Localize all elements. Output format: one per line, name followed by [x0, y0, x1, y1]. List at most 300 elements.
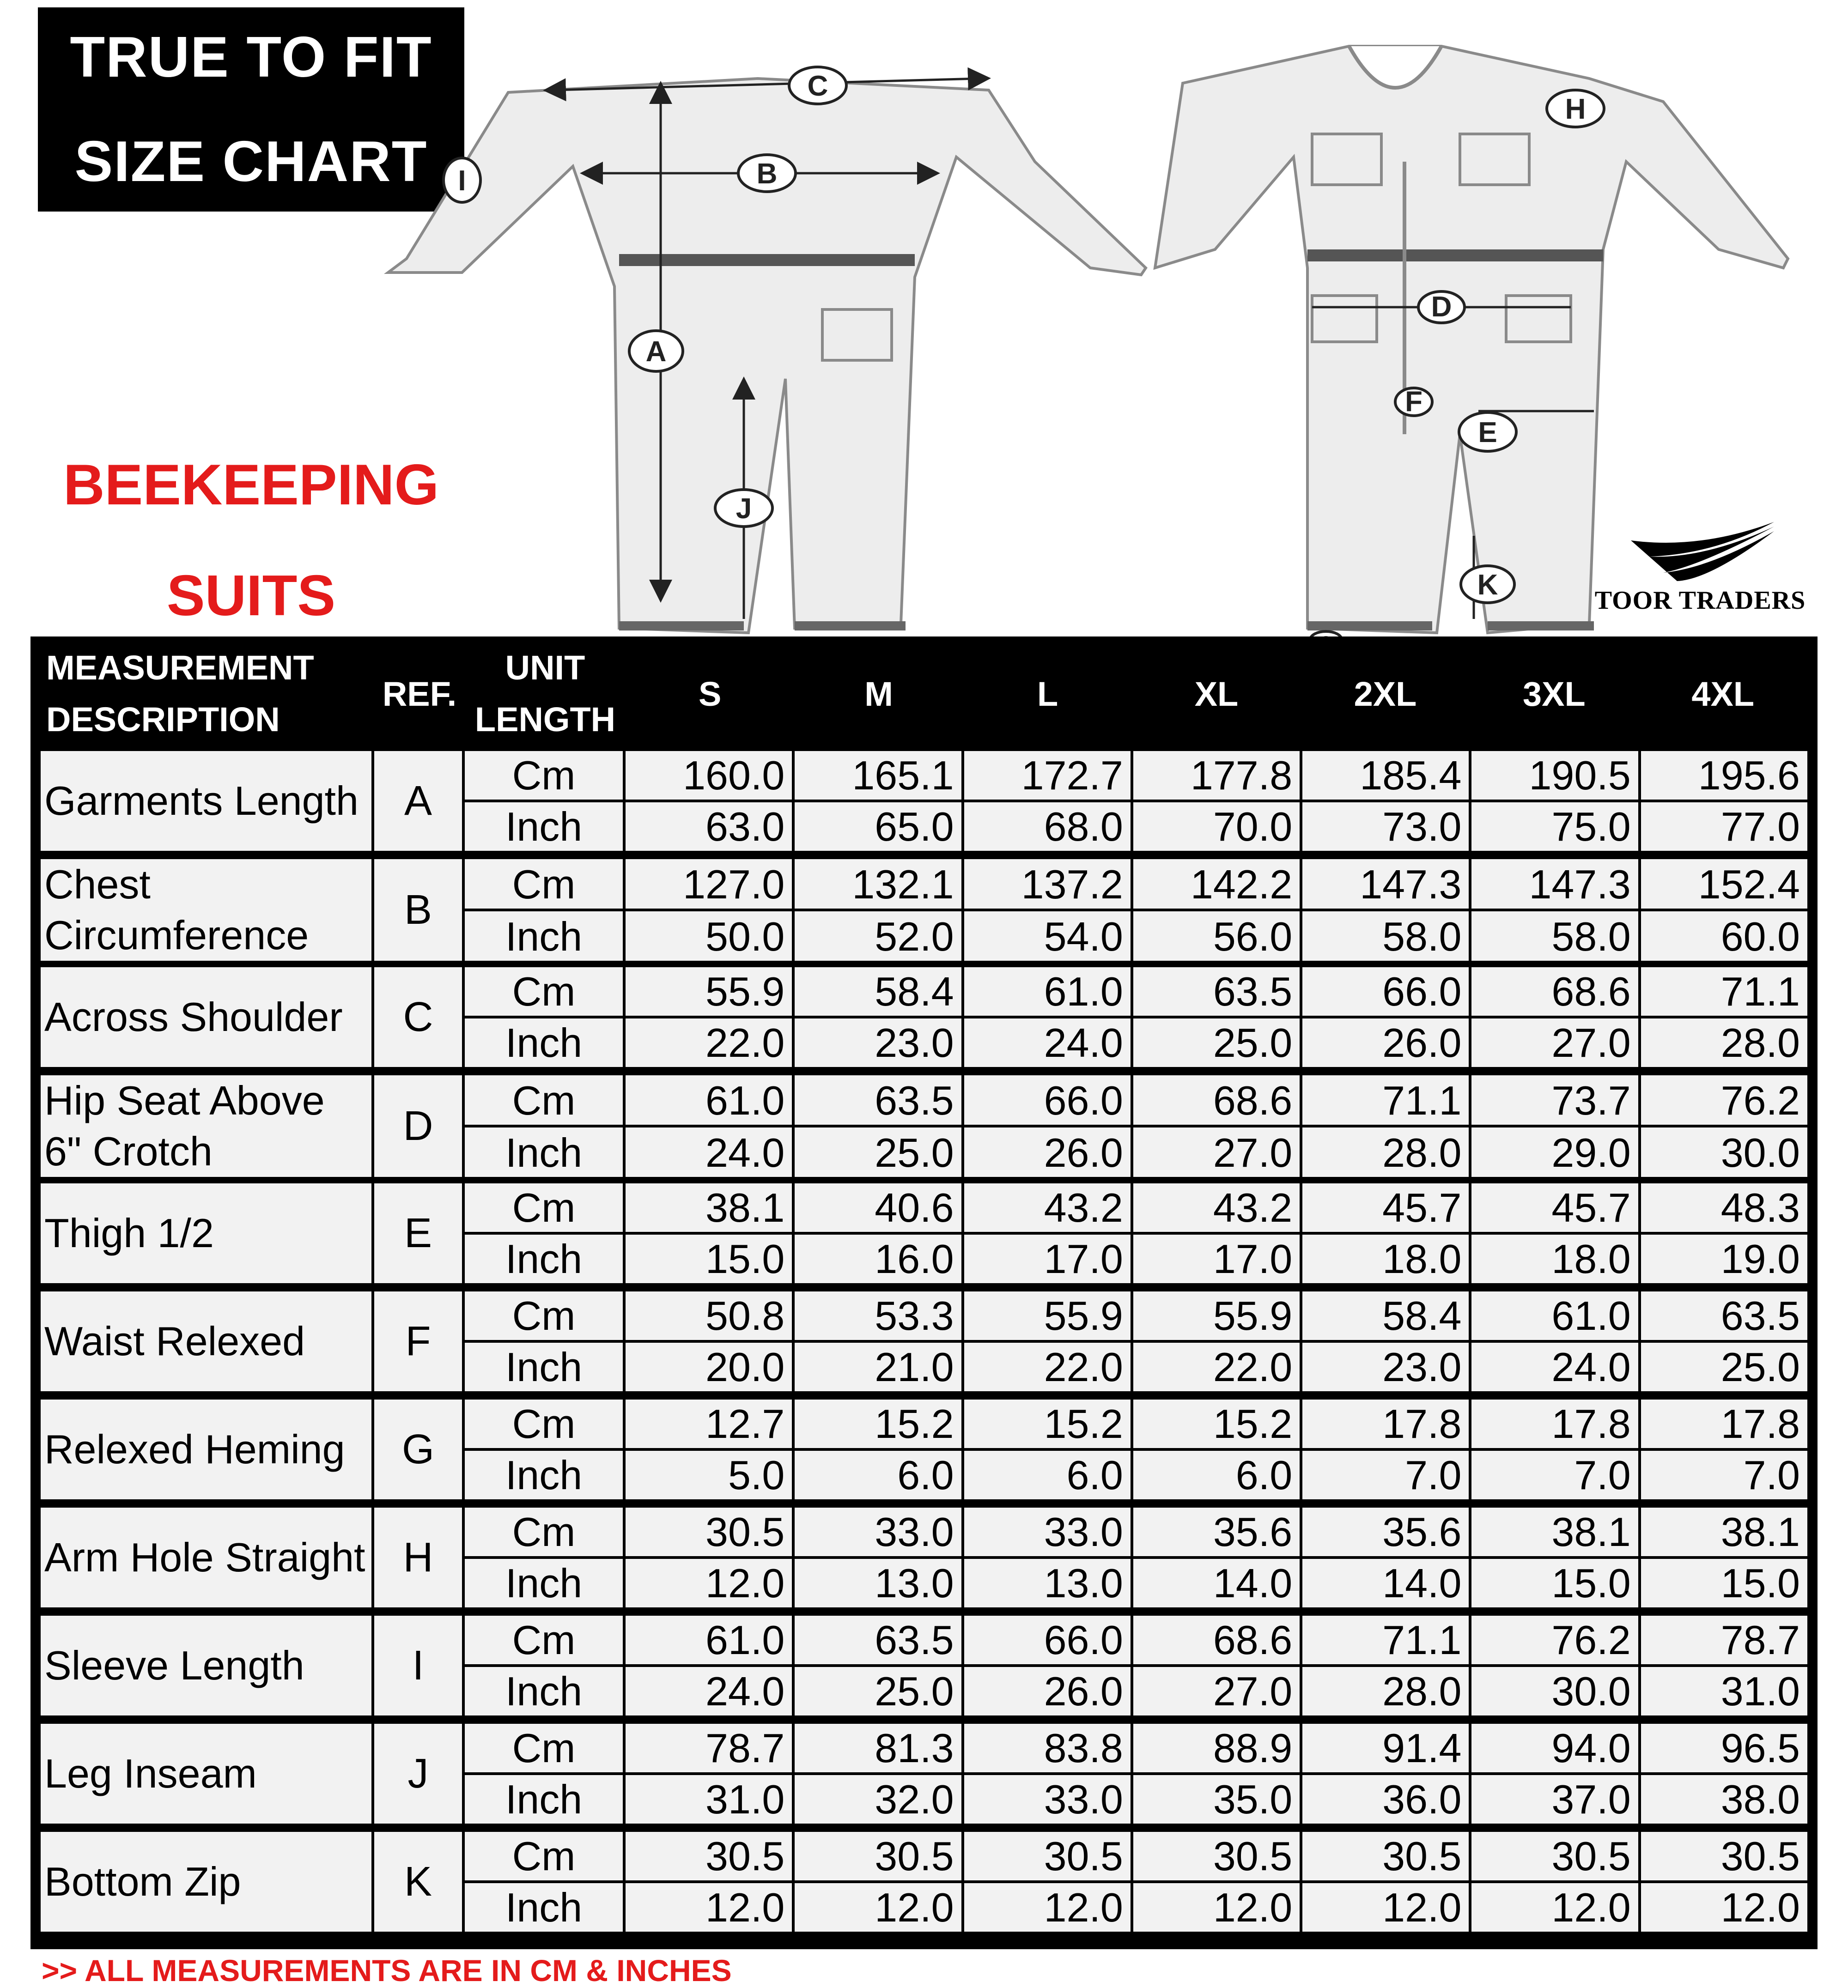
svg-text:H: H [1565, 93, 1586, 125]
value-inch: 77.0 [1641, 802, 1807, 851]
value-inch: 18.0 [1302, 1235, 1469, 1283]
value-cm: 38.1 [1641, 1508, 1807, 1556]
value-inch: 65.0 [795, 802, 961, 851]
size-value-cell [1471, 859, 1638, 961]
value-cm: 91.4 [1302, 1724, 1469, 1772]
value-cm: 78.7 [1641, 1616, 1807, 1664]
size-value-cell [1302, 1724, 1469, 1824]
size-value-cell [1133, 1616, 1300, 1715]
value-inch: 27.0 [1133, 1127, 1300, 1177]
table-row [41, 1183, 1807, 1283]
size-value-cell [626, 1832, 792, 1932]
value-cm: 127.0 [626, 859, 792, 909]
size-value-cell [795, 1508, 961, 1607]
value-cm: 83.8 [964, 1724, 1131, 1772]
value-cm: 55.9 [964, 1291, 1131, 1340]
value-cm: 160.0 [626, 751, 792, 800]
table-row [41, 1724, 1807, 1824]
size-value-cell [964, 859, 1131, 961]
header-size-l: L [1037, 674, 1058, 713]
size-value-cell [1641, 1616, 1807, 1715]
size-value-cell [626, 967, 792, 1067]
table-row [41, 1400, 1807, 1499]
size-value-cell [1302, 859, 1469, 961]
value-inch: 52.0 [795, 911, 961, 961]
header-unit: UNIT LENGTH [474, 649, 616, 739]
value-inch: 28.0 [1641, 1018, 1807, 1067]
header-size-3xl: 3XL [1522, 674, 1586, 713]
value-inch: 25.0 [795, 1667, 961, 1715]
size-value-cell [1641, 1508, 1807, 1607]
value-inch: 12.0 [795, 1883, 961, 1932]
value-cm: 15.2 [964, 1400, 1131, 1448]
unit-inch-label: Inch [465, 1883, 623, 1932]
measurement-description: Waist Relexed [41, 1291, 371, 1391]
svg-text:D: D [1431, 291, 1452, 323]
measurement-description: Garments Length [41, 751, 371, 851]
value-inch: 27.0 [1133, 1667, 1300, 1715]
measurement-ref: K [374, 1832, 462, 1932]
value-cm: 190.5 [1471, 751, 1638, 800]
size-value-cell [626, 859, 792, 961]
size-value-cell [1641, 1291, 1807, 1391]
value-inch: 26.0 [964, 1127, 1131, 1177]
size-value-cell [795, 967, 961, 1067]
value-inch: 13.0 [964, 1559, 1131, 1607]
measurement-ref: I [374, 1616, 462, 1715]
value-cm: 177.8 [1133, 751, 1300, 800]
size-value-cell [626, 1291, 792, 1391]
value-cm: 48.3 [1641, 1183, 1807, 1232]
size-value-cell [1302, 1616, 1469, 1715]
swoosh-icon [1622, 522, 1779, 582]
size-value-cell [1471, 1616, 1638, 1715]
size-value-cell [1133, 751, 1300, 851]
svg-text:K: K [1477, 569, 1498, 601]
unit-inch-label: Inch [465, 1775, 623, 1824]
size-value-cell [964, 1400, 1131, 1499]
value-cm: 195.6 [1641, 751, 1807, 800]
label-i [444, 158, 480, 202]
title-line-2: SIZE CHART [74, 130, 428, 194]
value-cm: 61.0 [964, 967, 1131, 1016]
value-cm: 66.0 [964, 1075, 1131, 1125]
value-inch: 16.0 [795, 1235, 961, 1283]
value-cm: 12.7 [626, 1400, 792, 1448]
value-inch: 25.0 [1133, 1018, 1300, 1067]
size-value-cell [1133, 1508, 1300, 1607]
size-value-cell [626, 751, 792, 851]
value-inch: 7.0 [1302, 1451, 1469, 1499]
size-value-cell [1471, 1291, 1638, 1391]
unit-inch-label: Inch [465, 802, 623, 851]
value-inch: 12.0 [626, 1559, 792, 1607]
back-belt [619, 254, 915, 266]
label-c [789, 67, 846, 104]
value-cm: 61.0 [1471, 1291, 1638, 1340]
size-value-cell [1302, 967, 1469, 1067]
label-k [1461, 566, 1514, 603]
size-value-cell [1133, 1400, 1300, 1499]
header-ref: REF. [382, 674, 457, 713]
measurement-ref: C [374, 967, 462, 1067]
value-cm: 66.0 [1302, 967, 1469, 1016]
unit-cm-label: Cm [465, 751, 623, 800]
label-e [1459, 412, 1516, 451]
size-value-cell [964, 1616, 1131, 1715]
value-inch: 15.0 [626, 1235, 792, 1283]
value-cm: 81.3 [795, 1724, 961, 1772]
value-inch: 24.0 [626, 1667, 792, 1715]
value-inch: 24.0 [964, 1018, 1131, 1067]
size-value-cell [1302, 1400, 1469, 1499]
size-value-cell [964, 1075, 1131, 1177]
value-cm: 66.0 [964, 1616, 1131, 1664]
value-inch: 23.0 [1302, 1343, 1469, 1391]
value-cm: 68.6 [1471, 967, 1638, 1016]
size-value-cell [795, 1832, 961, 1932]
value-inch: 26.0 [1302, 1018, 1469, 1067]
value-cm: 78.7 [626, 1724, 792, 1772]
value-inch: 15.0 [1471, 1559, 1638, 1607]
value-inch: 75.0 [1471, 802, 1638, 851]
size-value-cell [1471, 1724, 1638, 1824]
header-size-m: M [864, 674, 893, 713]
value-cm: 43.2 [964, 1183, 1131, 1232]
value-cm: 35.6 [1133, 1508, 1300, 1556]
unit-cell [465, 1832, 623, 1932]
size-value-cell [795, 1183, 961, 1283]
size-value-cell [1471, 751, 1638, 851]
unit-cell [465, 967, 623, 1067]
unit-cm-label: Cm [465, 1075, 623, 1125]
unit-inch-label: Inch [465, 1451, 623, 1499]
size-value-cell [1133, 1832, 1300, 1932]
table-row [41, 1075, 1807, 1175]
label-h [1547, 90, 1604, 127]
value-inch: 58.0 [1302, 911, 1469, 961]
value-cm: 17.8 [1302, 1400, 1469, 1448]
front-belt [1307, 249, 1603, 261]
value-cm: 147.3 [1302, 859, 1469, 909]
header-size-xl: XL [1194, 674, 1239, 713]
value-cm: 147.3 [1471, 859, 1638, 909]
value-cm: 68.6 [1133, 1616, 1300, 1664]
unit-inch-label: Inch [465, 911, 623, 961]
size-value-cell [626, 1400, 792, 1499]
value-inch: 12.0 [964, 1883, 1131, 1932]
size-value-cell [1302, 751, 1469, 851]
value-cm: 71.1 [1302, 1075, 1469, 1125]
value-cm: 172.7 [964, 751, 1131, 800]
value-cm: 30.5 [1641, 1832, 1807, 1880]
value-inch: 14.0 [1302, 1559, 1469, 1607]
product-title [38, 430, 464, 651]
unit-inch-label: Inch [465, 1235, 623, 1283]
value-inch: 33.0 [964, 1775, 1131, 1824]
size-value-cell [1641, 967, 1807, 1067]
unit-inch-label: Inch [465, 1667, 623, 1715]
measurement-description: Chest Circumference [41, 859, 371, 961]
svg-text:A: A [645, 336, 667, 368]
table-row [41, 751, 1807, 851]
header-description: MEASUREMENT DESCRIPTION [46, 649, 314, 739]
value-inch: 12.0 [1302, 1883, 1469, 1932]
value-cm: 76.2 [1471, 1616, 1638, 1664]
svg-text:C: C [807, 70, 828, 102]
svg-text:E: E [1478, 417, 1497, 449]
size-value-cell [1641, 1724, 1807, 1824]
value-inch: 20.0 [626, 1343, 792, 1391]
measurement-ref: A [374, 751, 462, 851]
unit-cm-label: Cm [465, 859, 623, 909]
value-cm: 137.2 [964, 859, 1131, 909]
value-inch: 70.0 [1133, 802, 1300, 851]
unit-inch-label: Inch [465, 1343, 623, 1391]
unit-cell [465, 751, 623, 851]
table-row [41, 967, 1807, 1067]
value-cm: 38.1 [1471, 1508, 1638, 1556]
value-inch: 6.0 [795, 1451, 961, 1499]
value-inch: 27.0 [1471, 1018, 1638, 1067]
value-cm: 33.0 [964, 1508, 1131, 1556]
value-inch: 28.0 [1302, 1667, 1469, 1715]
value-inch: 32.0 [795, 1775, 961, 1824]
size-value-cell [1133, 1075, 1300, 1177]
unit-inch-label: Inch [465, 1559, 623, 1607]
header-size-4xl: 4XL [1691, 674, 1755, 713]
value-inch: 36.0 [1302, 1775, 1469, 1824]
value-cm: 17.8 [1471, 1400, 1638, 1448]
size-value-cell [1133, 1183, 1300, 1283]
table-row [41, 1508, 1807, 1607]
size-value-cell [1471, 1075, 1638, 1177]
value-cm: 152.4 [1641, 859, 1807, 909]
value-inch: 12.0 [1133, 1883, 1300, 1932]
size-value-cell [795, 1616, 961, 1715]
product-line-2: SUITS [166, 564, 336, 628]
value-inch: 30.0 [1641, 1127, 1807, 1177]
value-inch: 63.0 [626, 802, 792, 851]
unit-cell [465, 1724, 623, 1824]
value-cm: 71.1 [1302, 1616, 1469, 1664]
size-value-cell [1471, 1508, 1638, 1607]
value-inch: 37.0 [1471, 1775, 1638, 1824]
size-value-cell [1641, 1183, 1807, 1283]
value-cm: 71.1 [1641, 967, 1807, 1016]
value-cm: 165.1 [795, 751, 961, 800]
value-cm: 63.5 [795, 1616, 961, 1664]
value-cm: 30.5 [626, 1832, 792, 1880]
value-cm: 45.7 [1471, 1183, 1638, 1232]
size-value-cell [1641, 859, 1807, 961]
size-value-cell [795, 751, 961, 851]
unit-cm-label: Cm [465, 1832, 623, 1880]
value-inch: 13.0 [795, 1559, 961, 1607]
measurement-ref: B [374, 859, 462, 961]
value-cm: 88.9 [1133, 1724, 1300, 1772]
size-value-cell [1471, 1400, 1638, 1499]
size-value-cell [1302, 1832, 1469, 1932]
measurement-ref: H [374, 1508, 462, 1607]
value-inch: 17.0 [964, 1235, 1131, 1283]
value-inch: 6.0 [964, 1451, 1131, 1499]
size-value-cell [795, 1291, 961, 1391]
value-inch: 35.0 [1133, 1775, 1300, 1824]
unit-cm-label: Cm [465, 1400, 623, 1448]
size-value-cell [1471, 967, 1638, 1067]
value-cm: 185.4 [1302, 751, 1469, 800]
title-line-1: TRUE TO FIT [70, 25, 432, 89]
size-value-cell [1133, 859, 1300, 961]
value-inch: 60.0 [1641, 911, 1807, 961]
label-b [738, 155, 796, 192]
measurement-description: Thigh 1/2 [41, 1183, 371, 1283]
measurement-ref: D [374, 1075, 462, 1177]
unit-cell [465, 1183, 623, 1283]
size-value-cell [1641, 1832, 1807, 1932]
brand-logo [1585, 522, 1816, 633]
unit-cm-label: Cm [465, 1616, 623, 1664]
size-value-cell [626, 1075, 792, 1177]
size-value-cell [1133, 1291, 1300, 1391]
size-value-cell [1302, 1183, 1469, 1283]
unit-cell [465, 1075, 623, 1177]
size-value-cell [1641, 751, 1807, 851]
size-value-cell [1302, 1291, 1469, 1391]
label-a [629, 331, 683, 371]
value-inch: 23.0 [795, 1018, 961, 1067]
value-inch: 24.0 [626, 1127, 792, 1177]
size-value-cell [1302, 1508, 1469, 1607]
table-row [41, 1616, 1807, 1715]
value-cm: 96.5 [1641, 1724, 1807, 1772]
size-value-cell [626, 1508, 792, 1607]
measurement-description: Arm Hole Straight [41, 1508, 371, 1607]
value-inch: 7.0 [1471, 1451, 1638, 1499]
label-d [1418, 291, 1465, 323]
unit-inch-label: Inch [465, 1127, 623, 1177]
value-inch: 19.0 [1641, 1235, 1807, 1283]
value-inch: 68.0 [964, 802, 1131, 851]
measurement-description: Across Shoulder [41, 967, 371, 1067]
unit-cell [465, 859, 623, 961]
value-cm: 45.7 [1302, 1183, 1469, 1232]
value-inch: 54.0 [964, 911, 1131, 961]
value-cm: 63.5 [795, 1075, 961, 1125]
unit-cm-label: Cm [465, 967, 623, 1016]
size-value-cell [795, 1075, 961, 1177]
size-value-cell [1133, 967, 1300, 1067]
svg-text:J: J [736, 493, 752, 525]
value-inch: 28.0 [1302, 1127, 1469, 1177]
value-cm: 30.5 [1133, 1832, 1300, 1880]
svg-text:B: B [756, 158, 778, 190]
value-inch: 21.0 [795, 1343, 961, 1391]
unit-cm-label: Cm [465, 1291, 623, 1340]
brand-name: TOOR TRADERS [1594, 586, 1806, 615]
value-cm: 55.9 [1133, 1291, 1300, 1340]
value-inch: 7.0 [1641, 1451, 1807, 1499]
value-cm: 43.2 [1133, 1183, 1300, 1232]
value-inch: 73.0 [1302, 802, 1469, 851]
measurement-description: Sleeve Length [41, 1616, 371, 1715]
value-cm: 55.9 [626, 967, 792, 1016]
size-value-cell [626, 1616, 792, 1715]
footer-note: >> ALL MEASUREMENTS ARE IN CM & INCHES [42, 1953, 732, 1988]
value-cm: 142.2 [1133, 859, 1300, 909]
size-value-cell [964, 1291, 1131, 1391]
size-value-cell [1133, 1724, 1300, 1824]
unit-cell [465, 1291, 623, 1391]
measurement-ref: G [374, 1400, 462, 1499]
size-value-cell [795, 1724, 961, 1824]
size-value-cell [626, 1183, 792, 1283]
value-inch: 50.0 [626, 911, 792, 961]
value-inch: 5.0 [626, 1451, 792, 1499]
svg-text:I: I [458, 165, 466, 197]
value-inch: 25.0 [1641, 1343, 1807, 1391]
measurement-ref: F [374, 1291, 462, 1391]
value-inch: 22.0 [626, 1018, 792, 1067]
value-cm: 61.0 [626, 1075, 792, 1125]
value-inch: 14.0 [1133, 1559, 1300, 1607]
measurement-ref: J [374, 1724, 462, 1824]
size-value-cell [964, 751, 1131, 851]
unit-cell [465, 1616, 623, 1715]
value-cm: 94.0 [1471, 1724, 1638, 1772]
size-table [30, 636, 1818, 1949]
size-value-cell [964, 1724, 1131, 1824]
value-cm: 38.1 [626, 1183, 792, 1232]
unit-cm-label: Cm [465, 1724, 623, 1772]
measurement-ref: E [374, 1183, 462, 1283]
value-inch: 31.0 [1641, 1667, 1807, 1715]
unit-cm-label: Cm [465, 1508, 623, 1556]
size-value-cell [964, 1183, 1131, 1283]
value-inch: 26.0 [964, 1667, 1131, 1715]
size-value-cell [795, 859, 961, 961]
header-size-s: S [699, 674, 722, 713]
value-inch: 58.0 [1471, 911, 1638, 961]
size-value-cell [1471, 1832, 1638, 1932]
value-cm: 33.0 [795, 1508, 961, 1556]
product-line-1: BEEKEEPING [63, 453, 439, 517]
measurement-description: Leg Inseam [41, 1724, 371, 1824]
value-cm: 30.5 [1302, 1832, 1469, 1880]
table-header [41, 636, 1807, 751]
table-row [41, 1291, 1807, 1391]
unit-cell [465, 1400, 623, 1499]
value-inch: 6.0 [1133, 1451, 1300, 1499]
value-inch: 24.0 [1471, 1343, 1638, 1391]
value-inch: 30.0 [1471, 1667, 1638, 1715]
value-cm: 63.5 [1133, 967, 1300, 1016]
value-cm: 35.6 [1302, 1508, 1469, 1556]
header-size-2xl: 2XL [1354, 674, 1417, 713]
size-value-cell [964, 1508, 1131, 1607]
table-row [41, 859, 1807, 959]
value-cm: 58.4 [795, 967, 961, 1016]
value-cm: 63.5 [1641, 1291, 1807, 1340]
value-inch: 12.0 [626, 1883, 792, 1932]
size-value-cell [964, 967, 1131, 1067]
value-cm: 15.2 [795, 1400, 961, 1448]
value-inch: 22.0 [1133, 1343, 1300, 1391]
table-row [41, 1832, 1807, 1932]
measurement-description: Hip Seat Above 6" Crotch [41, 1075, 371, 1177]
value-cm: 50.8 [626, 1291, 792, 1340]
